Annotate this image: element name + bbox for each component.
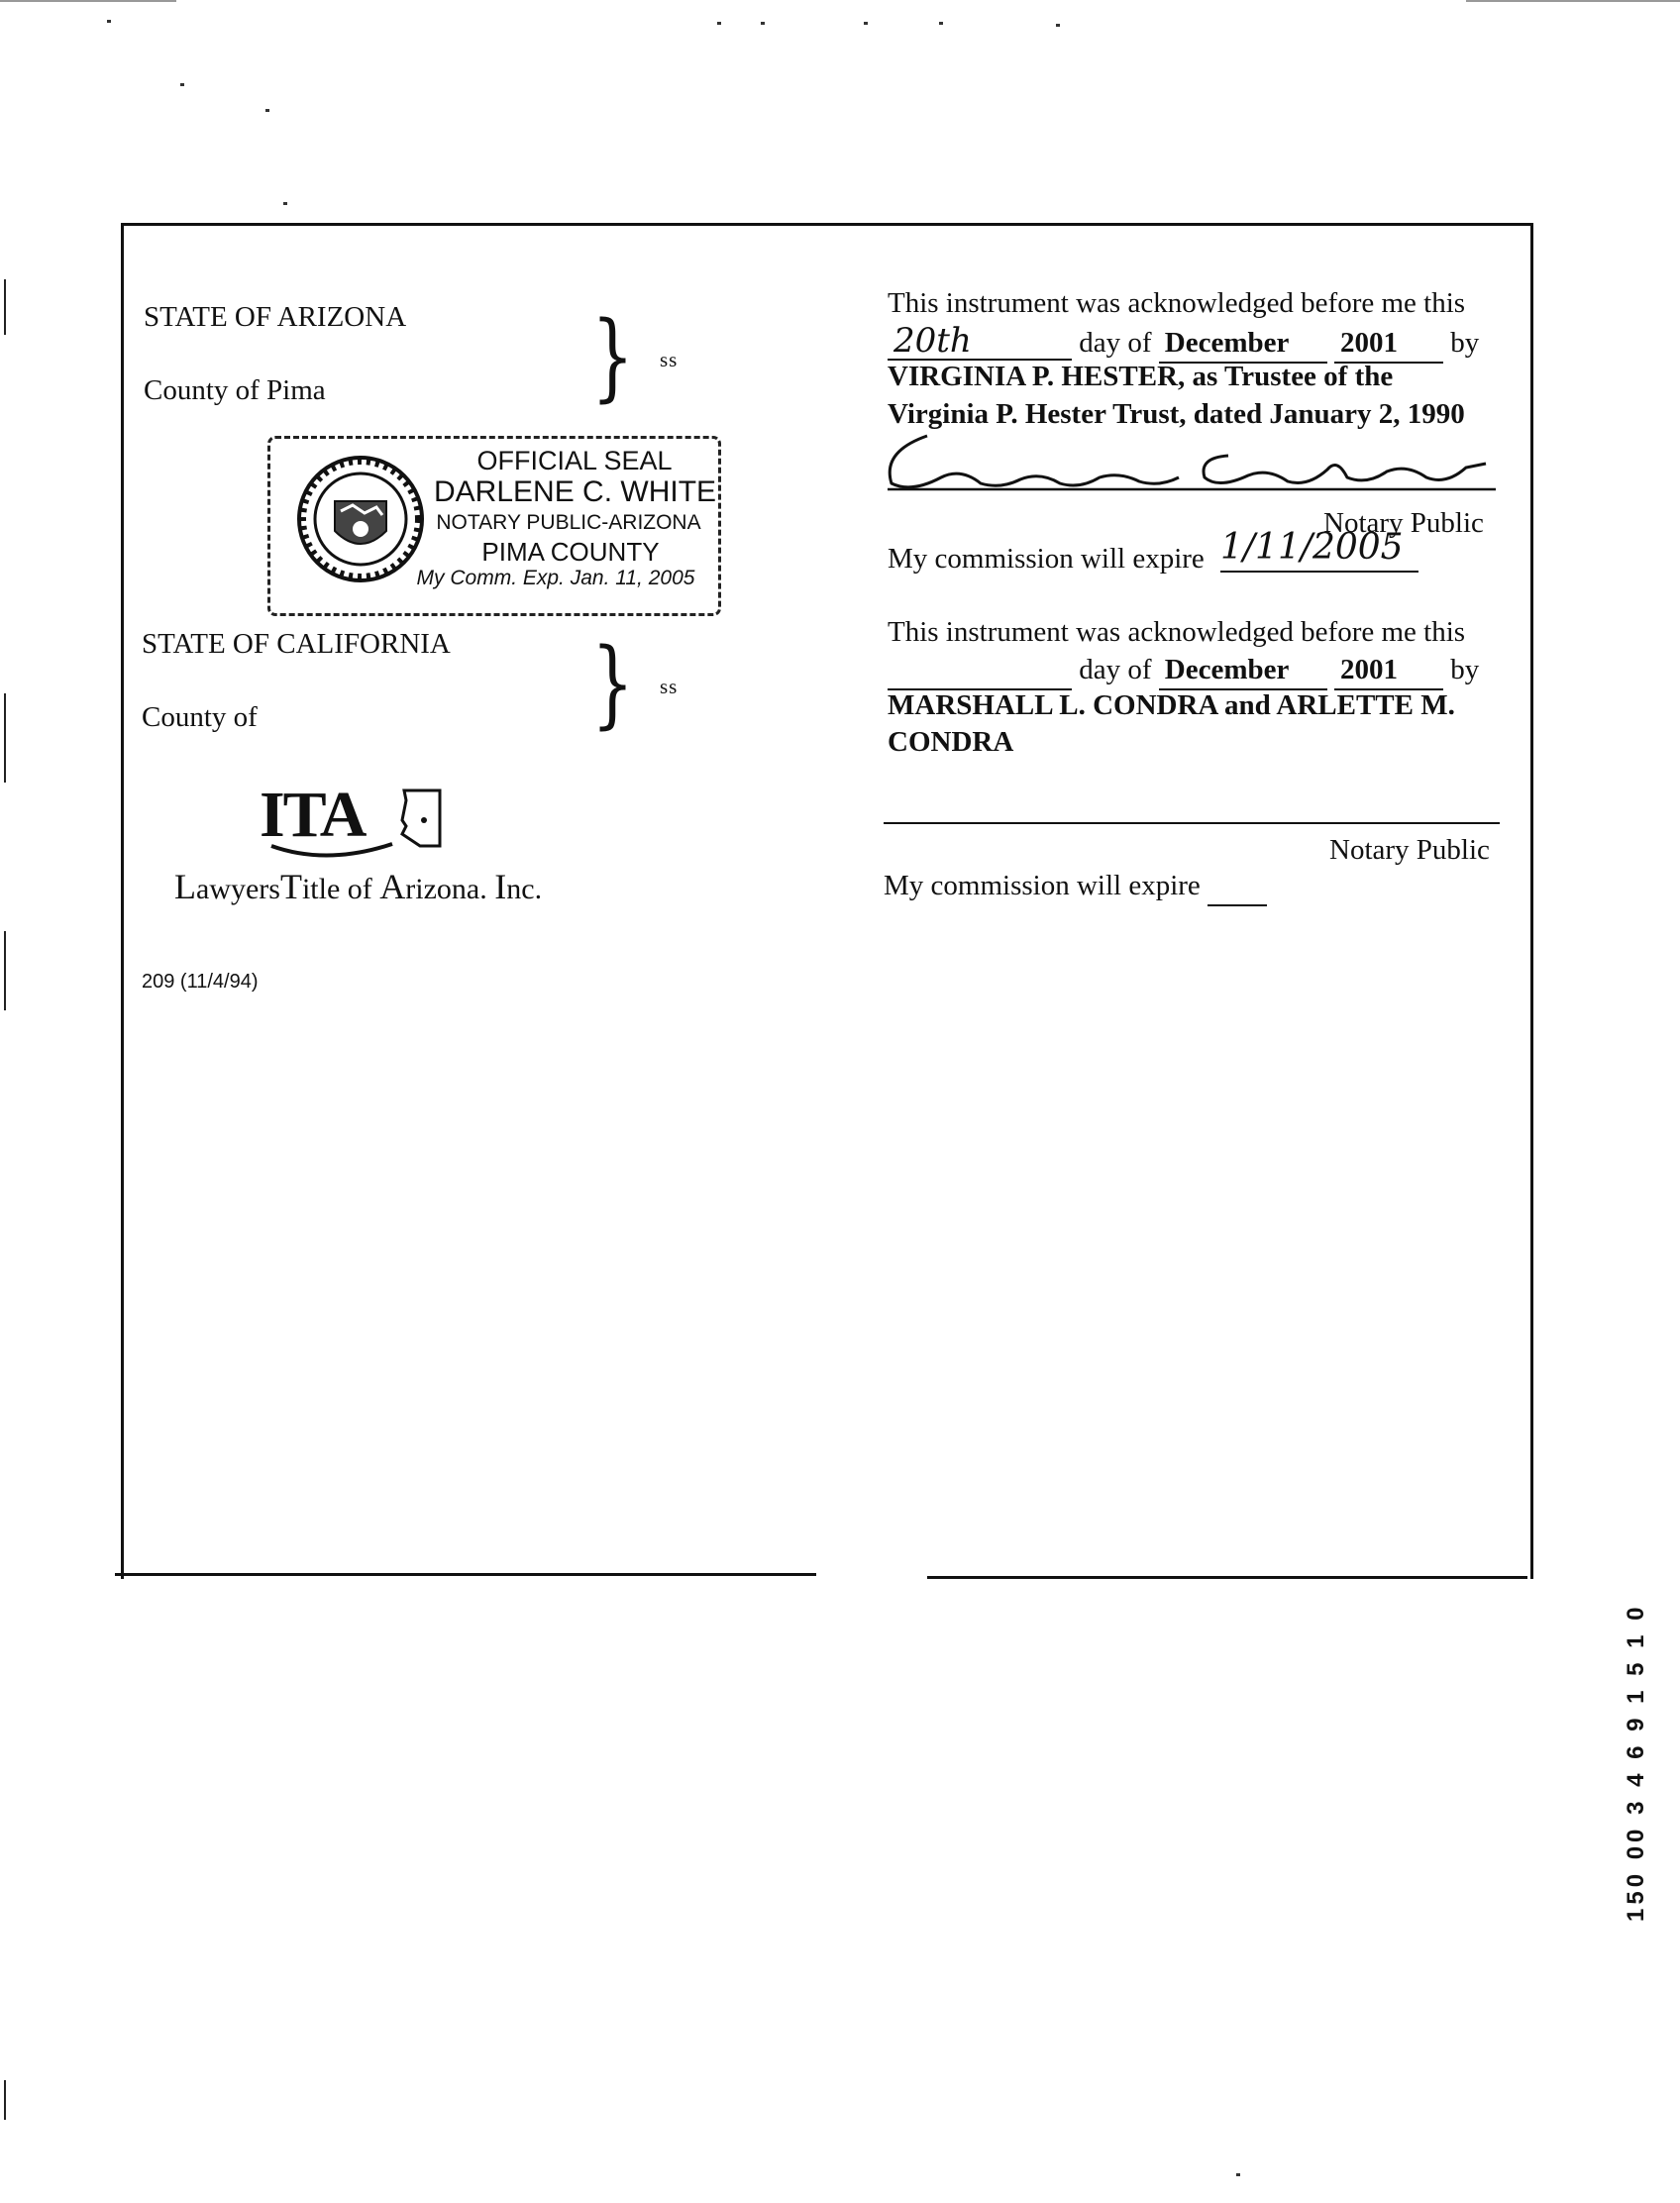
state-arizona-heading: STATE OF ARIZONA bbox=[144, 301, 407, 333]
ack2-signature-line bbox=[884, 822, 1500, 824]
scan-edge-mark bbox=[4, 931, 6, 1010]
ss-label: ss bbox=[660, 675, 679, 698]
scan-speck bbox=[1236, 2173, 1240, 2176]
ack2-by: by bbox=[1450, 654, 1480, 685]
ack2-intro-line: This instrument was acknowledged before me this bbox=[888, 616, 1466, 648]
ack1-name-line-2: Virginia P. Hester Trust, dated January 2, 1990 bbox=[888, 398, 1465, 430]
venue-brace: } bbox=[591, 301, 634, 412]
form-number: 209 (11/4/94) bbox=[142, 971, 259, 993]
scan-edge-line bbox=[0, 0, 176, 2]
ack1-year: 2001 bbox=[1334, 325, 1443, 364]
ss-label: ss bbox=[660, 348, 679, 371]
ack2-name-line-2: CONDRA bbox=[888, 726, 1014, 758]
frame-bottom-right bbox=[927, 1576, 1527, 1579]
scan-edge-mark bbox=[4, 2080, 6, 2120]
logo-initial: A bbox=[379, 867, 406, 906]
ack2-commission-text: My commission will expire bbox=[884, 870, 1201, 901]
ack1-commission-date-handwritten: 1/11/2005 bbox=[1220, 525, 1418, 573]
scan-edge-line bbox=[1466, 0, 1680, 2]
logo-word: rizona. bbox=[405, 873, 495, 905]
ack1-month: December bbox=[1159, 325, 1327, 364]
ack1-name-line-1: VIRGINIA P. HESTER, as Trustee of the bbox=[888, 361, 1394, 392]
scan-speck bbox=[1056, 24, 1060, 27]
seal-line-notary-state: NOTARY PUBLIC-ARIZONA bbox=[436, 511, 701, 534]
scan-speck bbox=[717, 22, 721, 25]
scan-speck bbox=[939, 22, 943, 25]
arizona-outline-icon bbox=[398, 787, 446, 850]
scan-edge-mark bbox=[4, 693, 6, 783]
logo-initial: L bbox=[174, 867, 196, 906]
scan-speck bbox=[180, 83, 184, 86]
ack1-date-line bbox=[888, 323, 1479, 364]
ack2-name-line-1: MARSHALL L. CONDRA and ARLETTE M. bbox=[888, 689, 1455, 721]
ack1-intro-line: This instrument was acknowledged before me this bbox=[888, 287, 1466, 319]
ack1-by: by bbox=[1450, 327, 1480, 359]
ack1-notary-public-label: Notary Public bbox=[1323, 507, 1484, 539]
scan-speck bbox=[761, 22, 765, 25]
seal-line-commission: My Comm. Exp. Jan. 11, 2005 bbox=[416, 567, 695, 589]
seal-line-official: OFFICIAL SEAL bbox=[476, 446, 673, 475]
ack2-notary-public-label: Notary Public bbox=[1329, 834, 1490, 866]
logo-initial: T bbox=[279, 867, 302, 906]
ack2-month: December bbox=[1159, 652, 1327, 690]
county-blank-label: County of bbox=[142, 701, 258, 733]
ack2-commission-label bbox=[884, 868, 1267, 906]
seal-line-county: PIMA COUNTY bbox=[481, 537, 660, 567]
state-california-heading: STATE OF CALIFORNIA bbox=[142, 628, 451, 660]
venue-brace: } bbox=[591, 628, 634, 739]
scan-edge-mark bbox=[4, 279, 6, 335]
logo-word: itle of bbox=[301, 873, 380, 905]
seal-line-notary-name: DARLENE C. WHITE bbox=[434, 475, 717, 508]
ita-logo-mark: ITA bbox=[260, 779, 366, 851]
logo-swoosh-icon bbox=[267, 840, 396, 862]
scan-speck bbox=[864, 22, 868, 25]
logo-word: nc. bbox=[506, 873, 543, 905]
ack2-year: 2001 bbox=[1334, 652, 1443, 690]
scan-speck bbox=[107, 20, 111, 23]
scan-speck bbox=[283, 202, 287, 205]
ack2-date-line bbox=[888, 652, 1479, 690]
ack1-commission-label: My commission will expire bbox=[888, 543, 1205, 575]
frame-bottom-left bbox=[115, 1573, 816, 1576]
scan-speck bbox=[265, 109, 269, 112]
ack1-day-of: day of bbox=[1079, 327, 1152, 359]
lawyers-title-company-name bbox=[174, 866, 542, 907]
arizona-state-seal-icon bbox=[295, 454, 426, 584]
notary-signature-image bbox=[872, 428, 1506, 511]
logo-initial: I bbox=[494, 867, 507, 906]
ack2-day-of: day of bbox=[1079, 654, 1152, 685]
county-pima-label: County of Pima bbox=[144, 374, 326, 406]
logo-word: awyers bbox=[196, 873, 280, 905]
recording-number-stamp: 150 00 3 4 6 9 1 5 1 0 bbox=[1623, 1603, 1649, 1922]
ack1-day-handwritten: 20th bbox=[888, 323, 1072, 361]
